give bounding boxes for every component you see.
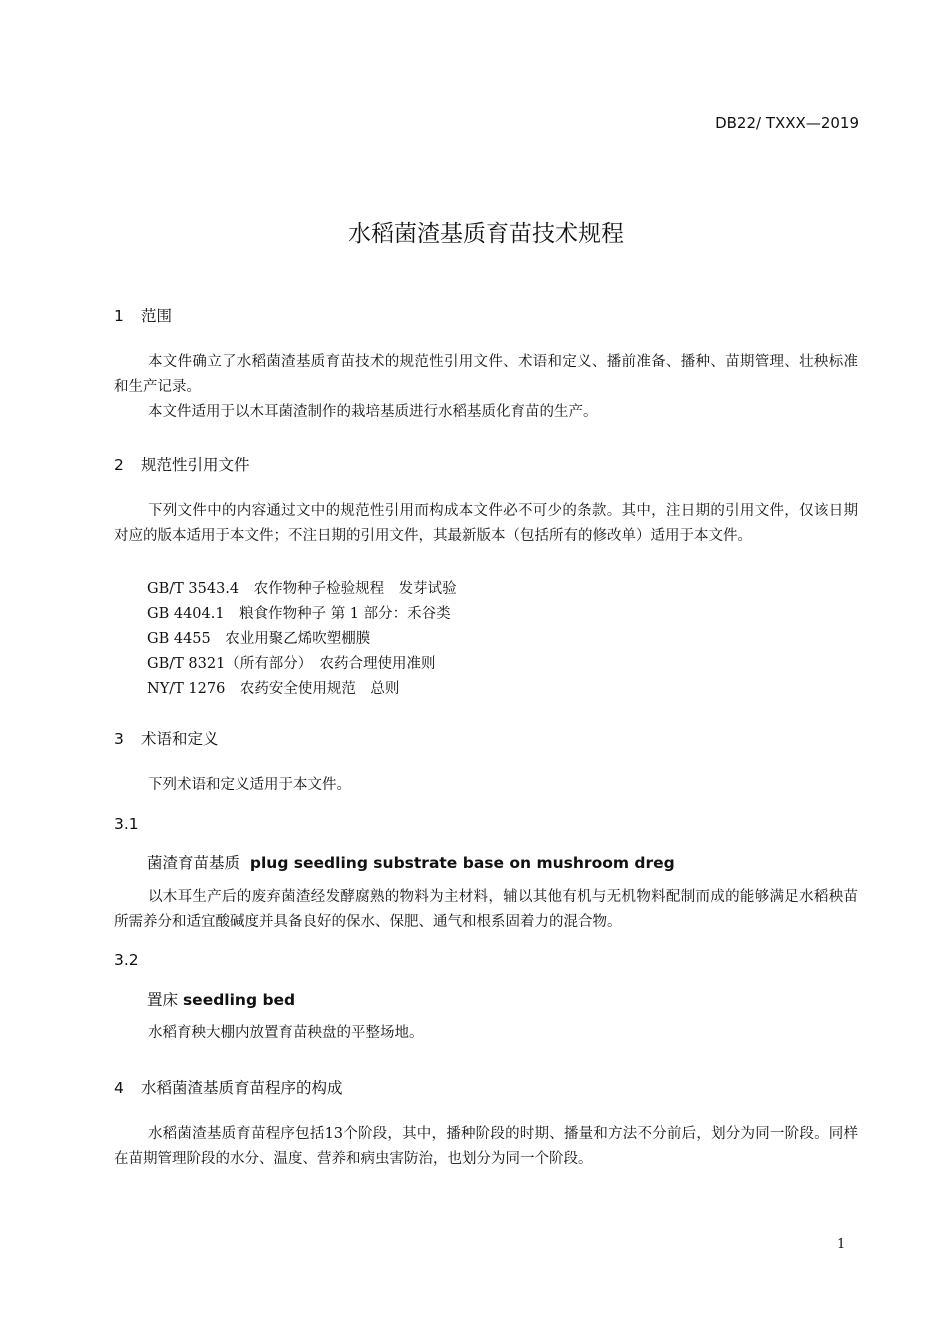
paragraph: 下列术语和定义适用于本文件。 (148, 777, 351, 793)
section-4-body (114, 1122, 858, 1172)
term-number: 3.2 (114, 951, 139, 969)
section-heading-3 (114, 727, 219, 749)
section-title: 范围 (141, 307, 173, 325)
section-number: 4 (114, 1079, 124, 1097)
term-chinese: 置床 (147, 991, 179, 1009)
term-definition (114, 885, 858, 935)
term-number: 3.1 (114, 815, 139, 833)
section-heading-4 (114, 1076, 343, 1098)
paragraph: 本文件适用于以木耳菌渣制作的栽培基质进行水稻基质化育苗的生产。 (148, 404, 598, 420)
section-2-body (114, 499, 858, 549)
term-entry (147, 851, 675, 873)
section-number: 1 (114, 307, 124, 325)
reference-item: NY/T 1276 农药安全使用规范 总则 (147, 681, 400, 697)
document-title: 水稻菌渣基质育苗技术规程 (348, 221, 624, 247)
term-definition (114, 1021, 858, 1046)
paragraph: 下列文件中的内容通过文中的规范性引用而构成本文件必不可少的条款。其中，注日期的引用文件，仅该日期对应的版本适用于本文件；不注日期的引用文件，其最新版本（包括所有的修改单）适用于本文件。 (114, 503, 858, 544)
document-code: DB22/ TXXX—2019 (715, 114, 859, 132)
section-1-body (114, 350, 858, 425)
paragraph: 水稻菌渣基质育苗程序包括13个阶段，其中，播种阶段的时期、播量和方法不分前后，划分为同一阶段。同样在苗期管理阶段的水分、温度、营养和病虫害防治，也划分为同一个阶段。 (114, 1126, 858, 1167)
term-entry (147, 988, 295, 1010)
section-title: 水稻菌渣基质育苗程序的构成 (141, 1079, 343, 1097)
section-number: 3 (114, 730, 124, 748)
reference-item: GB 4404.1 粮食作物种子 第 1 部分：禾谷类 (147, 606, 451, 622)
page-number: 1 (837, 1237, 846, 1252)
section-title: 术语和定义 (141, 730, 219, 748)
section-heading-2 (114, 453, 250, 475)
section-3-intro (114, 773, 858, 798)
term-chinese: 菌渣育苗基质 (147, 854, 241, 872)
term-english: seedling bed (182, 991, 296, 1009)
reference-item: GB/T 3543.4 农作物种子检验规程 发芽试验 (147, 581, 457, 597)
reference-item: GB/T 8321（所有部分） 农药合理使用准则 (147, 656, 436, 672)
term-english: plug seedling substrate base on mushroom dreg (249, 854, 675, 872)
section-title: 规范性引用文件 (141, 456, 250, 474)
paragraph: 水稻育秧大棚内放置育苗秧盘的平整场地。 (148, 1025, 424, 1041)
paragraph: 本文件确立了水稻菌渣基质育苗技术的规范性引用文件、术语和定义、播前准备、播种、苗期管理、壮秧标准和生产记录。 (114, 354, 858, 395)
section-number: 2 (114, 456, 124, 474)
reference-item: GB 4455 农业用聚乙烯吹塑棚膜 (147, 631, 371, 647)
section-heading-1 (114, 304, 172, 326)
paragraph: 以木耳生产后的废弃菌渣经发酵腐熟的物料为主材料，辅以其他有机与无机物料配制而成的能够满足水稻秧苗所需养分和适宜酸碱度并具备良好的保水、保肥、通气和根系固着力的混合物。 (114, 889, 858, 930)
